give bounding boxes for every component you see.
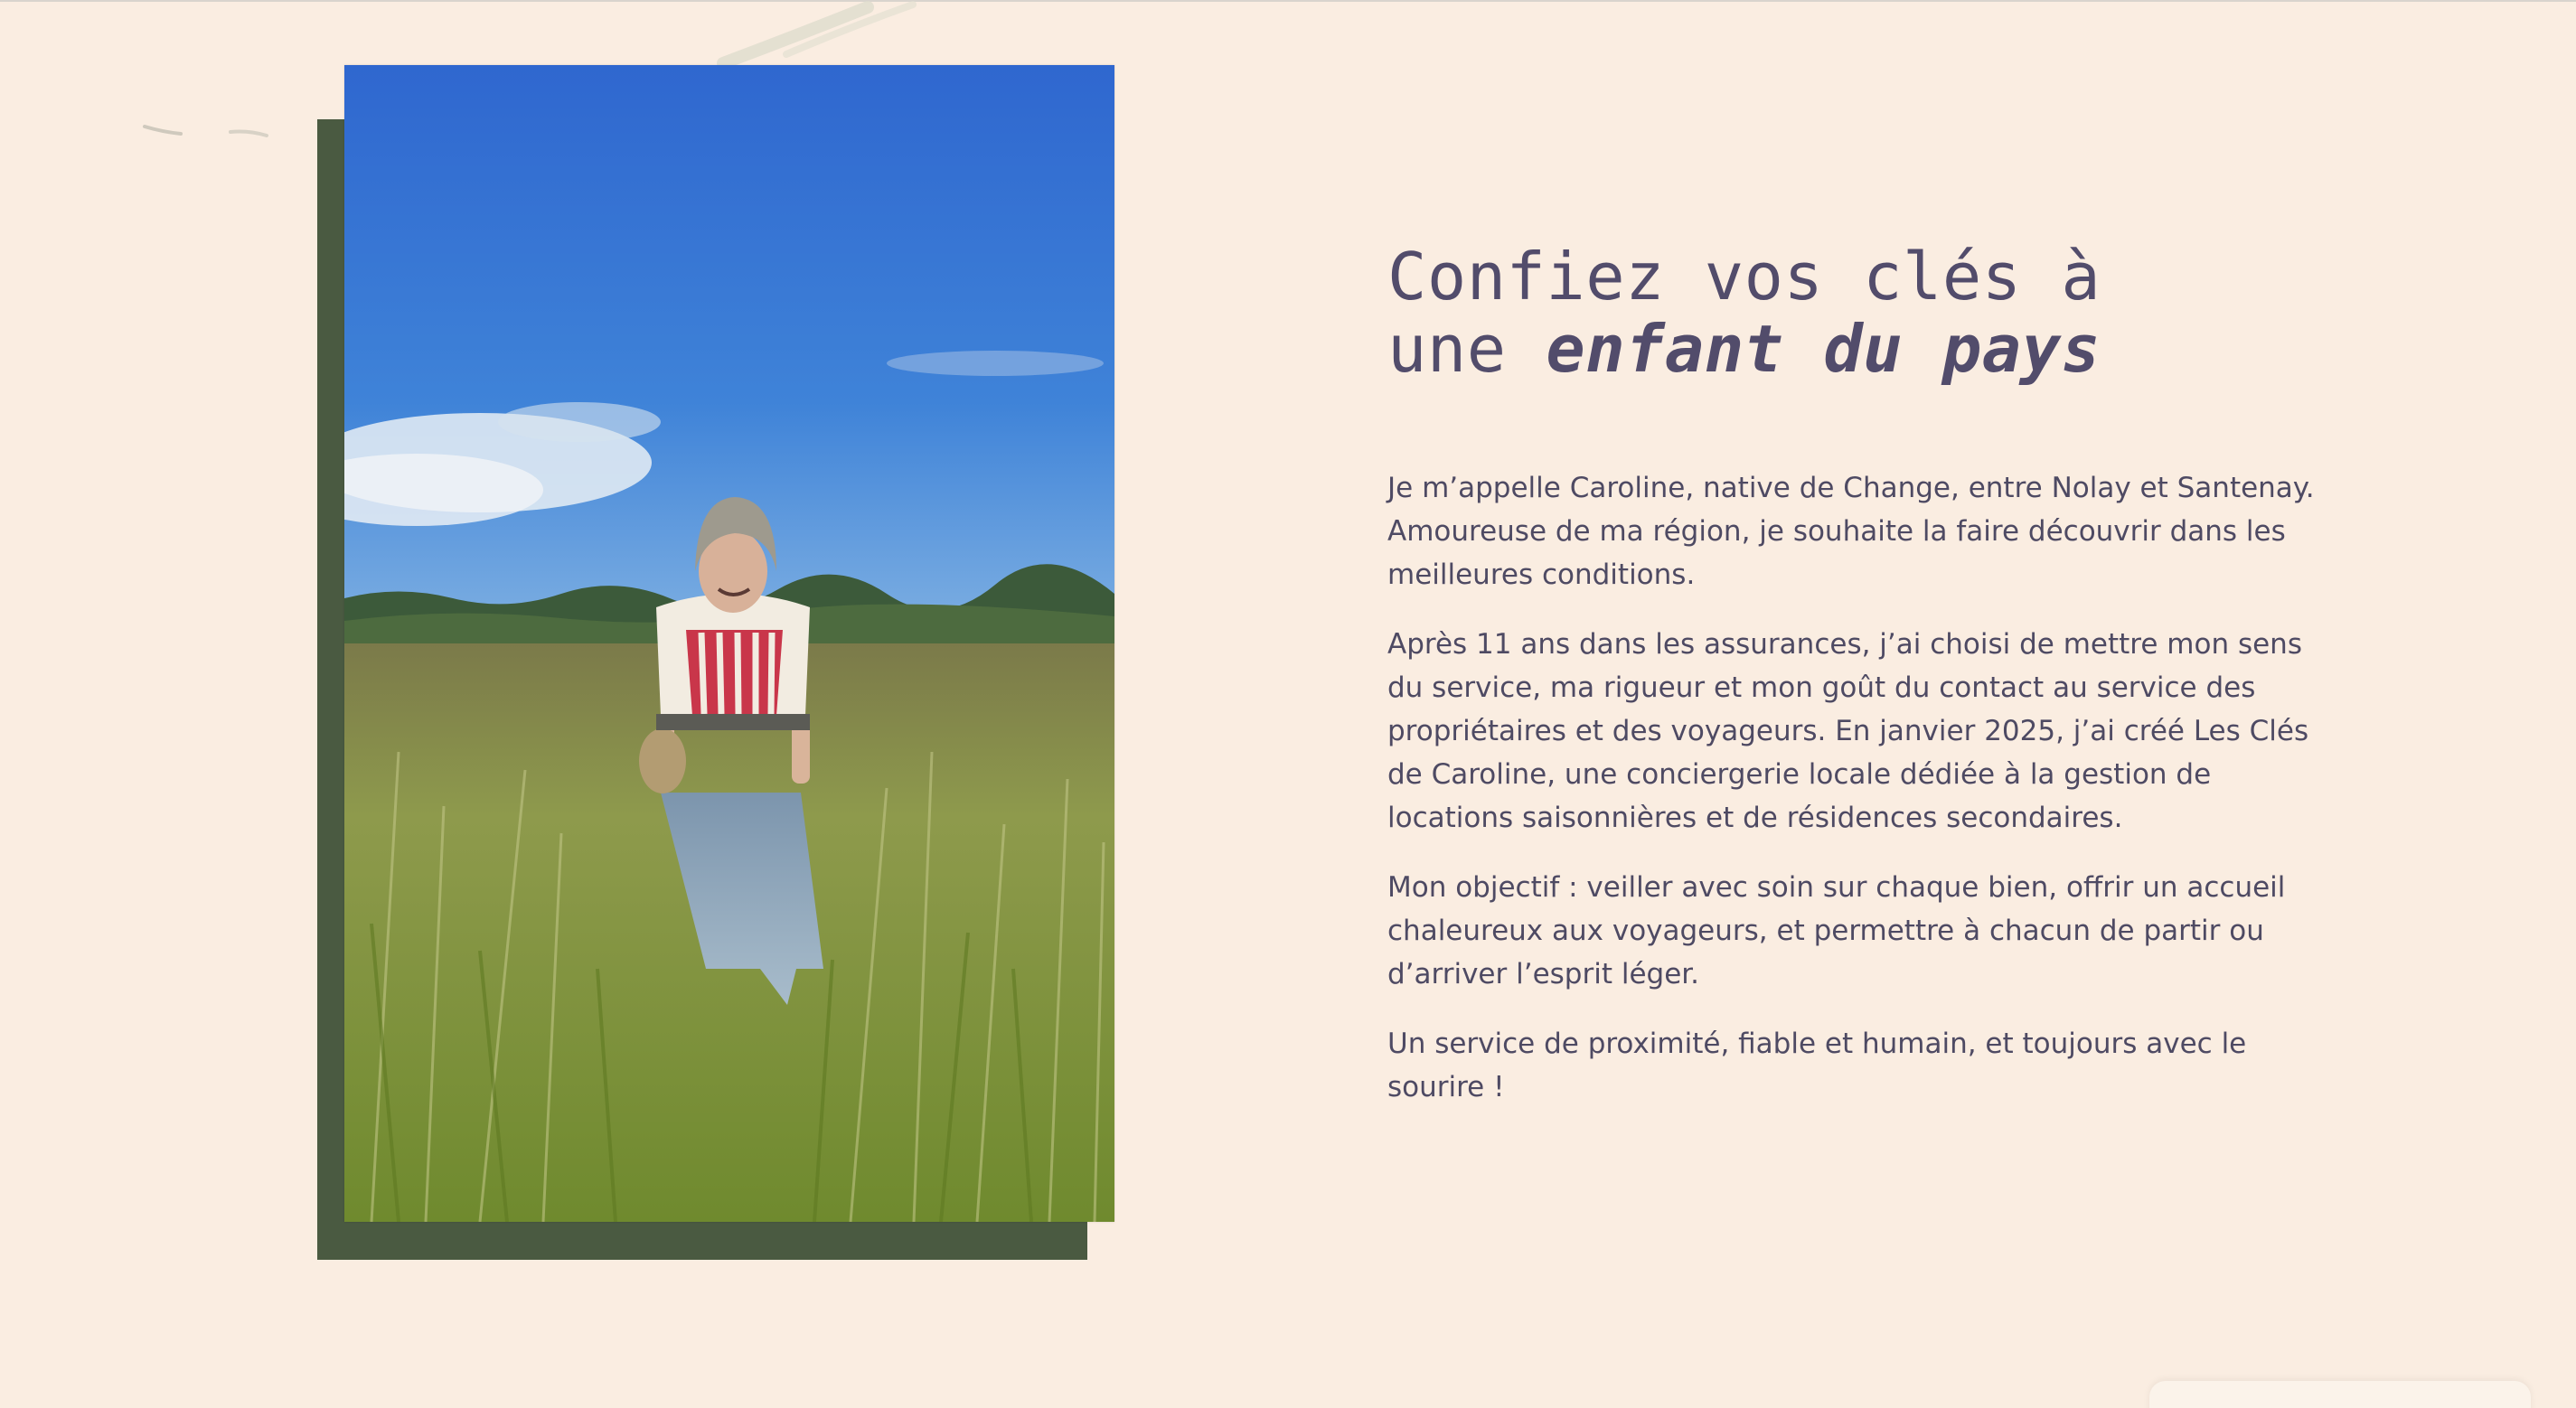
heading-line-1: Confiez vos clés à — [1387, 239, 2101, 314]
floating-widget-tab[interactable] — [2149, 1381, 2531, 1408]
heading-emphasis: enfant du pays — [1546, 311, 2101, 387]
bio-paragraph-2: Après 11 ans dans les assurances, j’ai choisi de mettre mon sens du service, ma rigueur et mon goût du contact au service des propriétaires et des voyageurs. En janvier 2025, j’ai créé Les Clés de Caroline, une conciergerie locale dédiée à la gestion de locations saisonnières et de résidences secondaires. — [1387, 628, 2309, 834]
bio-paragraph-1: Je m’appelle Caroline, native de Change, entre Nolay et Santenay. Amoureuse de ma région, je souhaite la faire découvrir dans les meilleures conditions. — [1387, 472, 2315, 591]
top-border — [0, 0, 2576, 2]
portrait-photo — [344, 65, 1114, 1222]
bio-paragraph-3: Mon objectif : veiller avec soin sur chaque bien, offrir un accueil chaleureux aux voyageurs, et permettre à chacun de partir ou d’arriver l’esprit léger. — [1387, 871, 2286, 990]
bio-paragraph-4: Un service de proximité, fiable et humain, et toujours avec le sourire ! — [1387, 1028, 2247, 1103]
heading-line-2-prefix: une — [1387, 311, 1547, 387]
bio-text — [1387, 466, 2327, 1109]
section-heading — [1387, 240, 2327, 385]
about-section — [1387, 240, 2327, 1135]
